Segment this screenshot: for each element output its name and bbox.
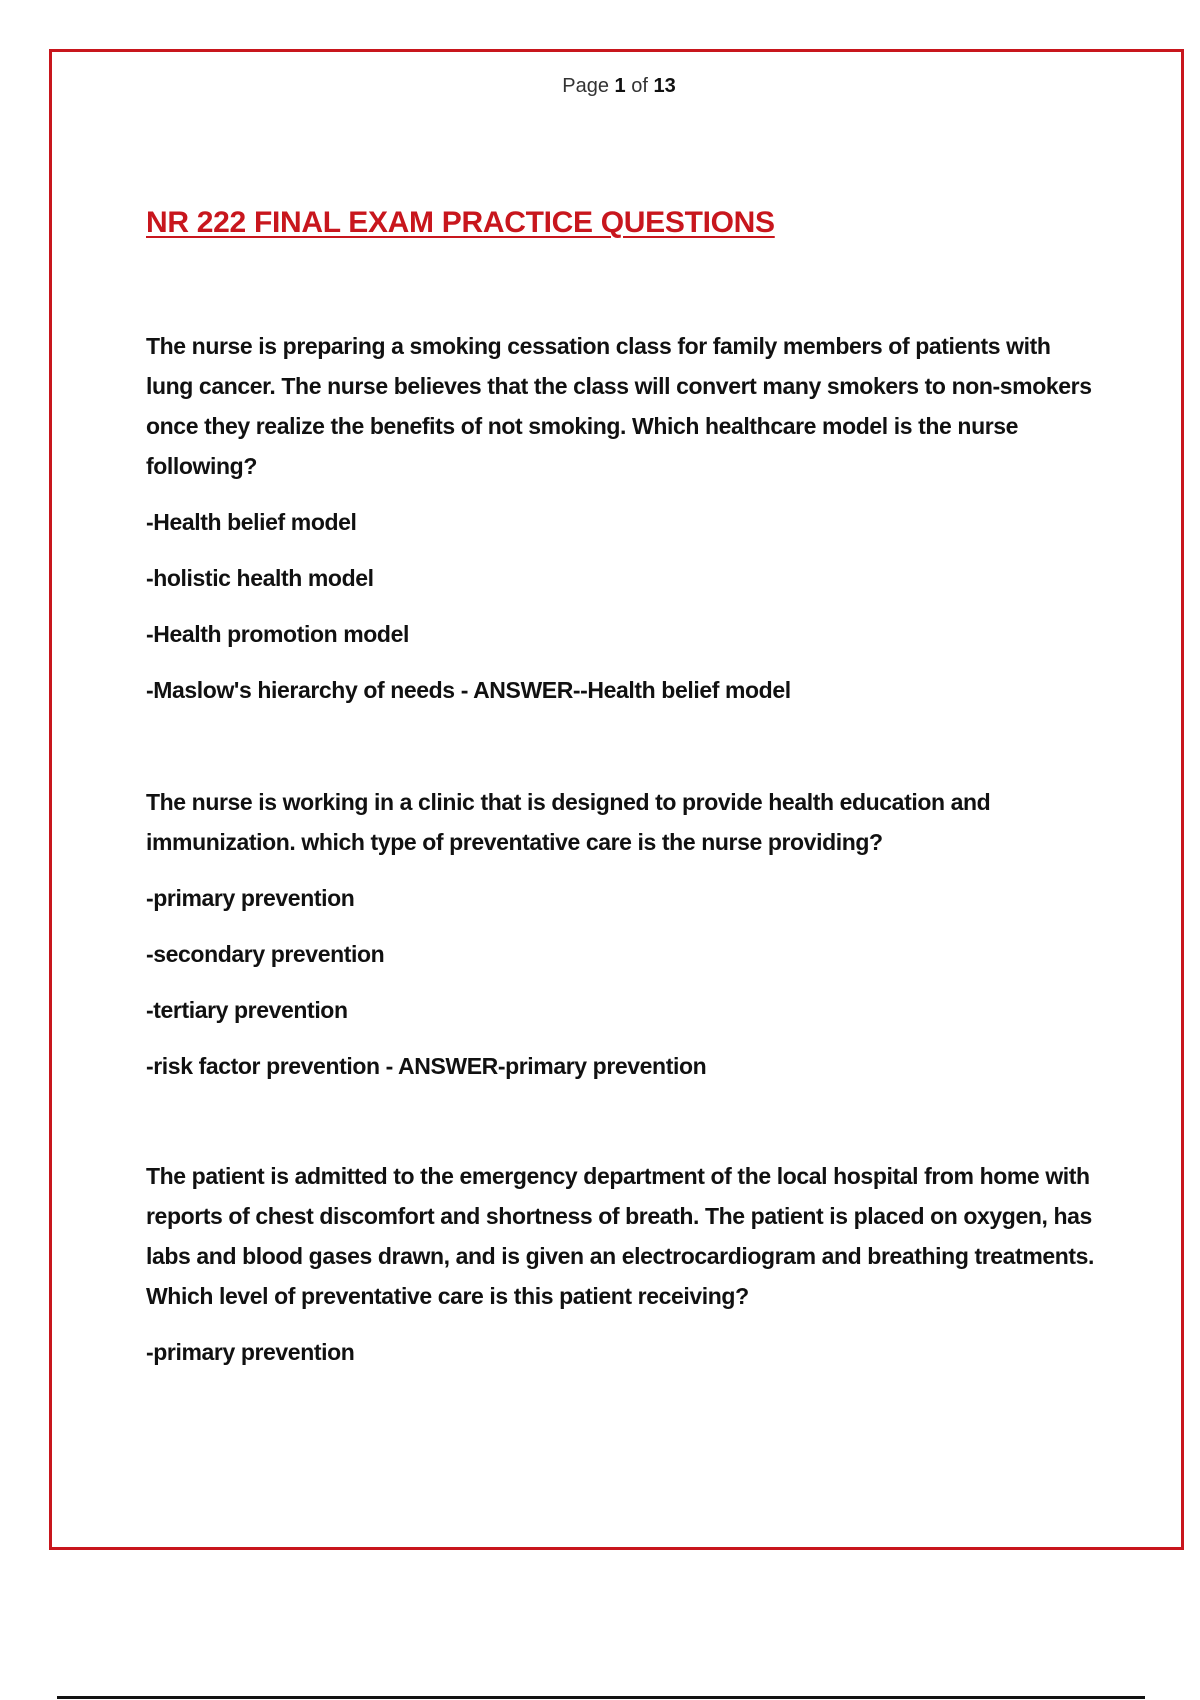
answer-option: -Health promotion model [146, 621, 409, 647]
answer-option: -holistic health model [146, 565, 374, 591]
page-total: 13 [653, 75, 676, 97]
page-current: 1 [614, 75, 626, 97]
question-3 [146, 1156, 1096, 1372]
answer-option: -tertiary prevention [146, 997, 348, 1023]
question-stem: The nurse is preparing a smoking cessation class for family members of patients with lung cancer. The nurse believes that the class will convert many smokers to non-smokers once they realize the benefits of not smoking. Which healthcare model is the nurse following? [146, 333, 1092, 479]
page-bottom-divider [57, 1696, 1145, 1699]
question-1 [146, 326, 1096, 710]
question-stem: The patient is admitted to the emergency department of the local hospital from home with reports of chest discomfort and shortness of breath. The patient is placed on oxygen, has labs and blood gases drawn, and is given an electrocardiogram and breathing treatments. Which level of preventative care is this patient receiving? [146, 1163, 1095, 1309]
page-of-label: of [631, 75, 648, 97]
answer-option-with-answer: -risk factor prevention - ANSWER-primary prevention [146, 1053, 707, 1079]
page-label: Page [562, 75, 609, 97]
page-number-header [0, 75, 1200, 98]
questions-content [146, 326, 1096, 1444]
answer-option-with-answer: -Maslow's hierarchy of needs - ANSWER--Health belief model [146, 677, 791, 703]
answer-option: -primary prevention [146, 885, 355, 911]
document-title: NR 222 FINAL EXAM PRACTICE QUESTIONS [146, 206, 775, 239]
answer-option: -Health belief model [146, 509, 357, 535]
question-stem: The nurse is working in a clinic that is designed to provide health education and immunization. which type of preventative care is the nurse providing? [146, 789, 991, 855]
answer-option: -primary prevention [146, 1339, 355, 1365]
question-2 [146, 782, 1096, 1086]
answer-option: -secondary prevention [146, 941, 385, 967]
